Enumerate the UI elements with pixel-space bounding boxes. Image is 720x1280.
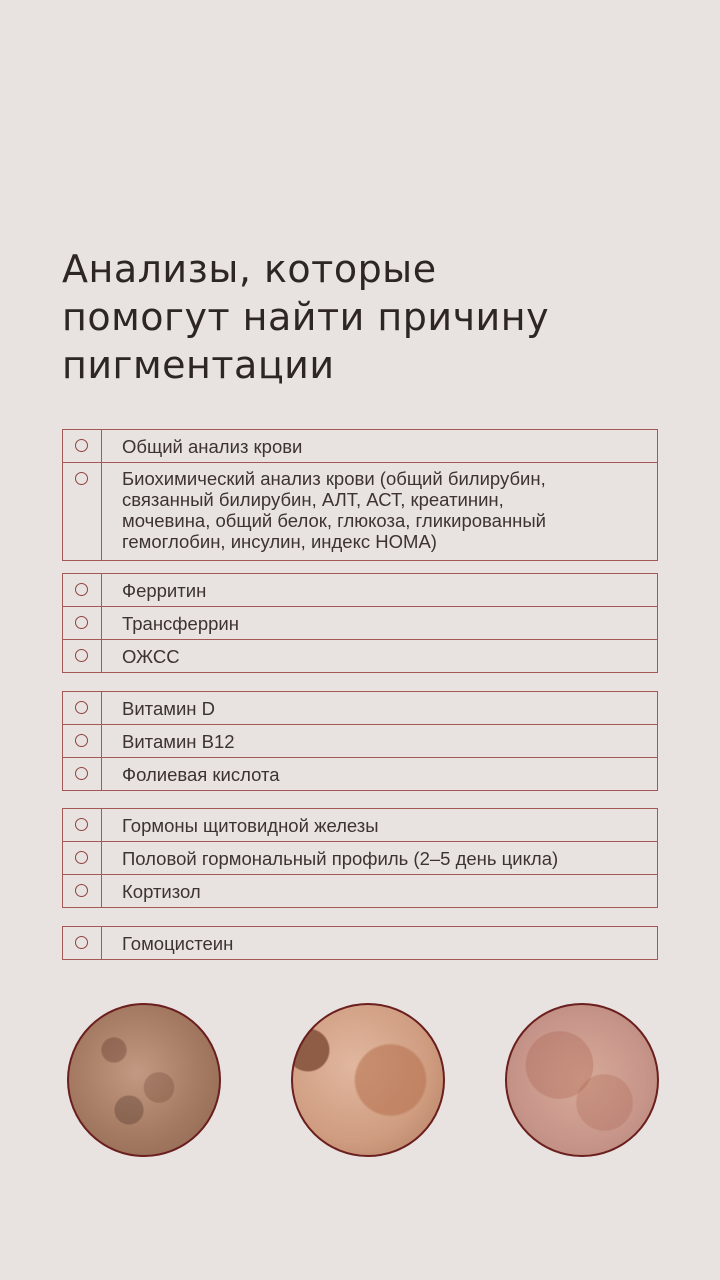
checklist-item[interactable] [63,463,657,560]
checklist-group-hormones [62,808,658,908]
checklist-item-label: Витамин D [122,698,215,719]
checkbox-circle-icon[interactable] [63,809,102,841]
checklist-item-label: Ферритин [122,580,207,601]
checklist-group-homocysteine [62,926,658,960]
skin-pigmentation-photo-1 [67,1003,221,1157]
checklist-item[interactable] [63,725,657,758]
checklist-item-label: Витамин B12 [122,731,235,752]
checkbox-circle-icon[interactable] [63,725,102,757]
checkbox-circle-icon[interactable] [63,875,102,907]
checklist-item[interactable] [63,875,657,907]
checkbox-circle-icon[interactable] [63,607,102,639]
checklist-item[interactable] [63,574,657,607]
checklist-item-label: Фолиевая кислота [122,764,280,785]
checklist-item-label: Гомоцистеин [122,933,234,954]
checkbox-circle-icon[interactable] [63,842,102,874]
checklist-item-label: Кортизол [122,881,201,902]
checkbox-circle-icon[interactable] [63,463,102,560]
checklist-item[interactable] [63,809,657,842]
page-title [62,245,662,389]
checkbox-circle-icon[interactable] [63,574,102,606]
title-line-2: помогут найти причину [62,295,550,339]
checklist-group-vitamins [62,691,658,791]
checkbox-circle-icon[interactable] [63,640,102,672]
checkbox-circle-icon[interactable] [63,692,102,724]
checklist-item-label: Трансферрин [122,613,239,634]
checklist-item-label: Биохимический анализ крови (общий билирубин, связанный билирубин, АЛТ, АСТ, креатинин, мочевина, общий белок, глюкоза, гликированный гемоглобин, инсулин, индекс HOMA) [122,468,547,552]
checklist-item-label: Общий анализ крови [122,436,303,457]
checklist-item[interactable] [63,758,657,790]
checklist-item[interactable] [63,692,657,725]
checklist-item-label: ОЖСС [122,646,180,667]
skin-pigmentation-photo-2 [291,1003,445,1157]
title-line-1: Анализы, которые [62,247,437,291]
checkbox-circle-icon[interactable] [63,927,102,959]
checklist-item-label: Половой гормональный профиль (2–5 день цикла) [122,848,559,869]
checklist-item-label: Гормоны щитовидной железы [122,815,379,836]
skin-pigmentation-photo-3 [505,1003,659,1157]
checklist-item[interactable] [63,842,657,875]
checklist-item[interactable] [63,640,657,672]
checklist-group-blood [62,429,658,561]
checklist-group-iron [62,573,658,673]
checklist-item[interactable] [63,607,657,640]
checkbox-circle-icon[interactable] [63,430,102,462]
checklist-item[interactable] [63,927,657,959]
title-line-3: пигментации [62,343,335,387]
checklist-item[interactable] [63,430,657,463]
checkbox-circle-icon[interactable] [63,758,102,790]
